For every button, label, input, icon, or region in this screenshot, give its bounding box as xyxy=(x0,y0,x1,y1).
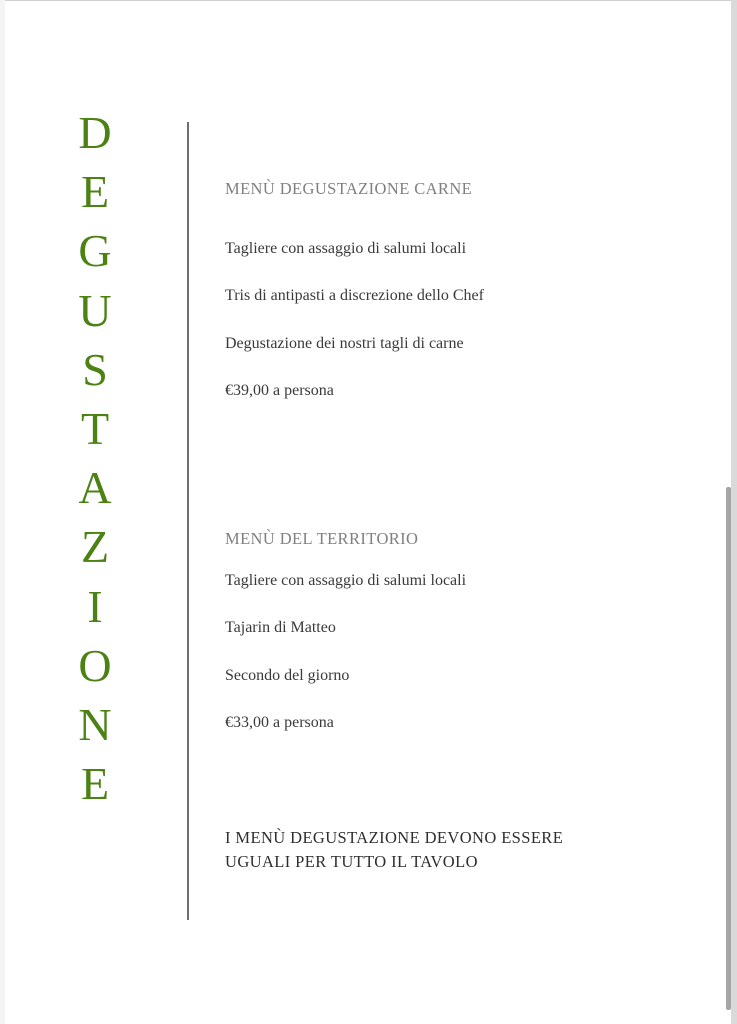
title-letter: U xyxy=(78,284,112,336)
title-letter: Z xyxy=(80,521,110,573)
menu-item: Tagliere con assaggio di salumi locali xyxy=(225,240,467,257)
note-line: UGUALI PER TUTTO IL TAVOLO xyxy=(225,852,478,871)
menu-heading: MENÙ DEL TERRITORIO xyxy=(225,529,419,548)
menu-item: Tris di antipasti a discrezione dello Chef xyxy=(225,287,484,304)
title-letter: E xyxy=(80,166,110,218)
title-letter: S xyxy=(82,343,108,395)
vertical-divider xyxy=(187,122,189,920)
scrollbar-thumb[interactable] xyxy=(726,487,731,1010)
scroll-track[interactable] xyxy=(731,0,737,1024)
vertical-title xyxy=(60,108,130,818)
menu-item: Degustazione dei nostri tagli di carne xyxy=(225,335,464,352)
note-line: I MENÙ DEGUSTAZIONE DEVONO ESSERE xyxy=(225,828,564,847)
title-letter: N xyxy=(78,698,112,750)
menu-item: Tagliere con assaggio di salumi locali xyxy=(225,572,467,589)
title-letter: O xyxy=(78,639,112,691)
title-letter: I xyxy=(87,580,103,632)
page-top-border xyxy=(0,0,737,1)
title-letter: A xyxy=(78,462,112,514)
page-left-edge xyxy=(0,0,5,1024)
menu-price: €33,00 a persona xyxy=(225,714,334,731)
title-letter: T xyxy=(80,402,110,454)
menu-price: €39,00 a persona xyxy=(225,382,334,399)
menu-item: Secondo del giorno xyxy=(225,667,350,684)
title-letter: E xyxy=(80,758,110,810)
menu-item: Tajarin di Matteo xyxy=(225,619,336,636)
menu-heading: MENÙ DEGUSTAZIONE CARNE xyxy=(225,179,473,198)
title-letter: G xyxy=(78,225,112,277)
title-letter: D xyxy=(78,107,112,158)
